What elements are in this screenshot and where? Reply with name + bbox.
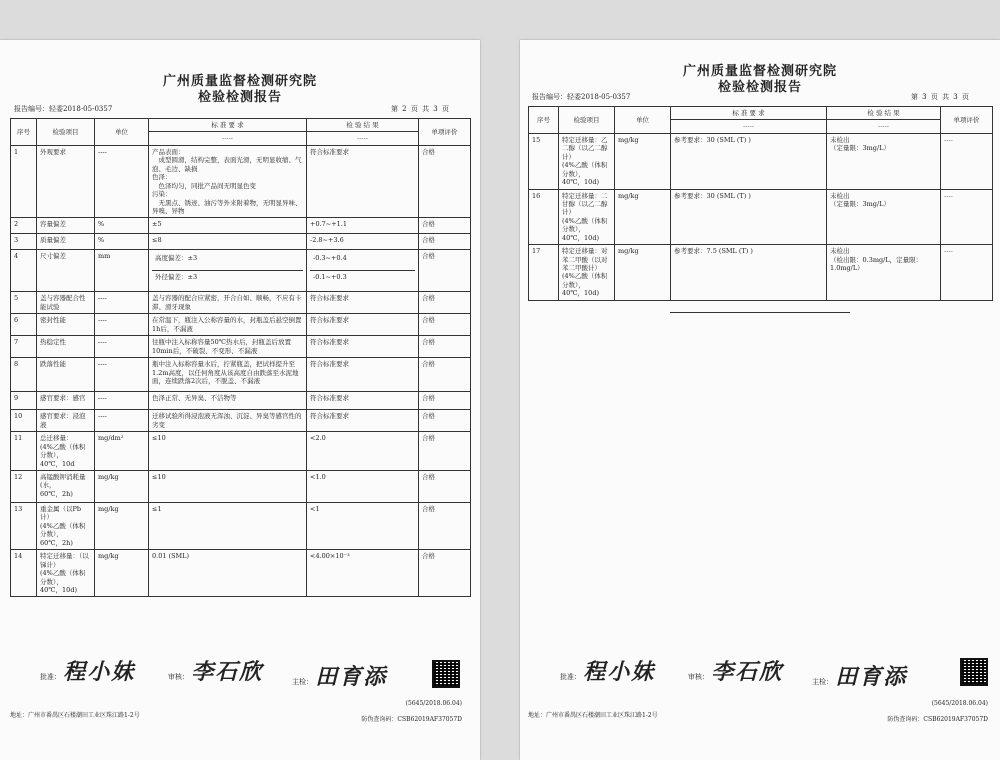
row-eval: ----: [941, 133, 993, 189]
row-unit: mg/kg: [95, 550, 149, 597]
col-header-unit: 单位: [615, 107, 671, 134]
row-no: 10: [11, 410, 37, 432]
row-item: 质量偏差: [37, 234, 95, 250]
row-eval: 合格: [419, 145, 471, 218]
report-number: 报告编号：轻委2018-05-0357: [532, 93, 631, 101]
row-result: 符合标准要求: [307, 292, 419, 314]
col-header-no: 序号: [11, 119, 37, 146]
reviewer-label: 审核：: [688, 673, 709, 681]
row-result: <4.00×10⁻³: [307, 550, 419, 597]
row-item: 外观要求: [37, 145, 95, 218]
inspector-signature: [292, 660, 387, 691]
row-eval: 合格: [419, 292, 471, 314]
row-result: <2.0: [307, 432, 419, 471]
row-result: <1: [307, 503, 419, 550]
result-sub-dash: -----: [307, 132, 419, 145]
row-item: 重金属（以Pb计） (4%乙酸（体积分数）， 60℃，2h): [37, 503, 95, 550]
reviewer-signature: [688, 655, 783, 686]
reviewer-label: 审核：: [168, 673, 189, 681]
table-row: [11, 503, 471, 550]
row-no: 9: [11, 392, 37, 410]
row-unit: %: [95, 218, 149, 234]
table-row: [11, 314, 471, 336]
row-standard: ±5: [149, 218, 307, 234]
row-standard: 迁移试验所得浸泡液无浑浊、沉淀、异臭等感官性的劣变: [149, 410, 307, 432]
height-deviation-result: -0.3~+0.4: [310, 252, 415, 271]
institute-title: 广州质量监督检测研究院: [162, 74, 317, 89]
row-item: 特定迁移量：对苯二甲酸（以对苯二甲酸计） (4%乙酸（体积分数）， 40℃，10d): [559, 245, 615, 301]
row-no: 14: [11, 550, 37, 597]
row-item: 特定迁移量：乙二醇（以乙二醇计） (4%乙酸（体积分数）， 40℃，10d): [559, 133, 615, 189]
row-standard: 在常温下，瓶注入公称容量的水，封瓶盖后悬空倒置1h后，不漏液: [149, 314, 307, 336]
row-result: <1.0: [307, 471, 419, 503]
table-row: [529, 245, 993, 301]
page-number: 第 3 页 共 3 页: [910, 93, 970, 101]
row-eval: ----: [941, 245, 993, 301]
form-code: (5645/2018.06.04): [405, 700, 462, 707]
reviewer-name: 李石欣: [191, 659, 264, 685]
row-no: 7: [11, 336, 37, 358]
row-result: 符合标准要求: [307, 336, 419, 358]
row-standard: [149, 250, 307, 292]
row-eval: 合格: [419, 410, 471, 432]
approver-name: 程小妹: [583, 659, 656, 685]
row-item: 特定迁移量：（以锑计） (4%乙酸（体积分数）， 40℃，10d): [37, 550, 95, 597]
col-header-no: 序号: [529, 107, 559, 134]
row-item: 盖与容器配合性能试验: [37, 292, 95, 314]
row-no: 6: [11, 314, 37, 336]
row-unit: mg/kg: [615, 189, 671, 245]
row-item: 跌落性能: [37, 358, 95, 392]
row-item: 感官要求：感官: [37, 392, 95, 410]
table-row: [11, 410, 471, 432]
row-no: 16: [529, 189, 559, 245]
report-title: 检验检测报告: [197, 90, 282, 105]
row-no: 3: [11, 234, 37, 250]
col-header-item: 检验项目: [37, 119, 95, 146]
row-unit: mg/dm²: [95, 432, 149, 471]
row-no: 8: [11, 358, 37, 392]
anti-fake-code: 防伪查询码：CSB62019AF37057D: [361, 716, 462, 723]
result-sub-dash: -----: [827, 120, 941, 133]
col-header-eval: 单项评价: [941, 107, 993, 134]
row-item: 容量偏差: [37, 218, 95, 234]
row-item: 高锰酸钾消耗量 (水， 60℃，2h): [37, 471, 95, 503]
table-row: [529, 133, 993, 189]
row-standard: 产品表面： 成型圆滑，结构完整，表面光滑，无明显收缩、气泡、毛边、缺损 色泽： 色泽均匀，同批产品间无明显色变 污染： 无黑点、锈迹、油污等外来附着物，无明显异味、异嗅、异物: [149, 145, 307, 218]
qr-code-icon: [432, 660, 460, 688]
col-header-eval: 单项评价: [419, 119, 471, 146]
end-of-table-rule: [670, 312, 850, 313]
row-item: 总迁移量： (4%乙酸（体积分数）， 40℃，10d: [37, 432, 95, 471]
inspector-label: 主检：: [292, 678, 313, 686]
row-result: +0.7~+1.1: [307, 218, 419, 234]
table-row: [11, 392, 471, 410]
row-eval: 合格: [419, 503, 471, 550]
row-eval: 合格: [419, 392, 471, 410]
row-result: 符合标准要求: [307, 358, 419, 392]
row-eval: 合格: [419, 336, 471, 358]
row-no: 15: [529, 133, 559, 189]
row-eval: 合格: [419, 314, 471, 336]
row-eval: 合格: [419, 250, 471, 292]
inspector-name: 田育添: [315, 664, 388, 690]
row-unit: ----: [95, 410, 149, 432]
form-code: (5645/2018.06.04): [931, 700, 988, 707]
row-eval: 合格: [419, 432, 471, 471]
row-item: 特定迁移量：二甘醇（以乙二醇计） (4%乙酸（体积分数）， 40℃，10d): [559, 189, 615, 245]
approver-label: 批准：: [560, 673, 581, 681]
diameter-deviation-result: -0.1~+0.3: [313, 273, 347, 282]
page-number: 第 2 页 共 3 页: [390, 105, 450, 113]
table-row: [11, 358, 471, 392]
row-unit: ----: [95, 392, 149, 410]
row-no: 11: [11, 432, 37, 471]
col-header-result: 检 验 结 果: [827, 107, 941, 120]
row-result: [307, 250, 419, 292]
row-standard: 盖与容器的配合应紧密，开合自如、顺畅，不应有卡滞、滑牙现象: [149, 292, 307, 314]
row-no: 5: [11, 292, 37, 314]
row-eval: 合格: [419, 234, 471, 250]
standard-sub-dash: -----: [149, 132, 307, 145]
table-row: [11, 145, 471, 218]
row-standard: ≤10: [149, 432, 307, 471]
row-no: 1: [11, 145, 37, 218]
row-result: 符合标准要求: [307, 410, 419, 432]
row-unit: mg/kg: [615, 133, 671, 189]
row-unit: ----: [95, 314, 149, 336]
inspection-table: [10, 118, 471, 597]
approver-label: 批准：: [40, 673, 61, 681]
row-unit: ----: [95, 358, 149, 392]
approver-name: 程小妹: [63, 659, 136, 685]
row-no: 13: [11, 503, 37, 550]
qr-code-icon: [960, 658, 988, 686]
table-row: [11, 234, 471, 250]
height-deviation-standard: 高度偏差：±3: [152, 252, 303, 271]
row-item: 尺寸偏差: [37, 250, 95, 292]
institute-title: 广州质量监督检测研究院: [682, 64, 837, 79]
approver-signature: [40, 655, 135, 686]
row-standard: ≤10: [149, 471, 307, 503]
row-unit: mm: [95, 250, 149, 292]
col-header-item: 检验项目: [559, 107, 615, 134]
row-standard: 色泽正常、无异臭、不洁物等: [149, 392, 307, 410]
table-row: [11, 432, 471, 471]
row-unit: ----: [95, 336, 149, 358]
row-item: 热稳定性: [37, 336, 95, 358]
row-unit: ----: [95, 145, 149, 218]
report-page-2: [0, 40, 480, 760]
report-page-3: [520, 40, 1000, 760]
table-row: [529, 189, 993, 245]
row-standard: 往瓶中注入标称容量50℃热水后，封瓶盖后放置10min后，不破裂、不变形、不漏液: [149, 336, 307, 358]
table-row: [11, 218, 471, 234]
table-row: [11, 550, 471, 597]
approver-signature: [560, 655, 655, 686]
reviewer-name: 李石欣: [711, 659, 784, 685]
address: 地址：广州市番禺区石楼潮田工业区珠江路1-2号: [528, 712, 658, 719]
col-header-result: 检 验 结 果: [307, 119, 419, 132]
col-header-standard: 标 准 要 求: [149, 119, 307, 132]
reviewer-signature: [168, 655, 263, 686]
inspection-table: [528, 106, 993, 301]
standard-sub-dash: -----: [671, 120, 827, 133]
row-no: 4: [11, 250, 37, 292]
row-standard: 0.01 (SML): [149, 550, 307, 597]
report-number: 报告编号：轻委2018-05-0357: [14, 105, 113, 113]
row-standard: 参考要求：30 (SML (T) ): [671, 133, 827, 189]
diameter-deviation-standard: 外径偏差：±3: [155, 273, 198, 282]
row-standard: 参考要求：30 (SML (T) ): [671, 189, 827, 245]
row-eval: 合格: [419, 550, 471, 597]
col-header-unit: 单位: [95, 119, 149, 146]
report-title: 检验检测报告: [717, 80, 802, 95]
row-result: 未检出 （检出限：0.3mg/L，定量限：1.0mg/L）: [827, 245, 941, 301]
row-eval: ----: [941, 189, 993, 245]
row-unit: mg/kg: [95, 471, 149, 503]
row-eval: 合格: [419, 358, 471, 392]
table-row: [11, 250, 471, 292]
row-eval: 合格: [419, 218, 471, 234]
row-standard: ≤1: [149, 503, 307, 550]
table-header-row: [529, 107, 993, 120]
row-unit: mg/kg: [615, 245, 671, 301]
row-standard: 参考要求：7.5 (SML (T) ): [671, 245, 827, 301]
row-result: 符合标准要求: [307, 392, 419, 410]
row-unit: mg/kg: [95, 503, 149, 550]
row-no: 12: [11, 471, 37, 503]
row-result: 未检出 （定量限：3mg/L）: [827, 189, 941, 245]
row-item: 感官要求：浸泡液: [37, 410, 95, 432]
row-result: -2.8~+3.6: [307, 234, 419, 250]
col-header-standard: 标 准 要 求: [671, 107, 827, 120]
inspector-signature: [812, 660, 907, 691]
table-row: [11, 292, 471, 314]
row-result: 未检出 （定量限：3mg/L）: [827, 133, 941, 189]
row-unit: %: [95, 234, 149, 250]
row-item: 密封性能: [37, 314, 95, 336]
row-standard: ≤8: [149, 234, 307, 250]
table-row: [11, 471, 471, 503]
row-standard: 瓶中注入标称容量水后，拧紧瓶盖，把试样提升至1.2m高度，以任何角度从该高度自由跌落至水泥地面，连续跌落2次后，不脱盖、不漏液: [149, 358, 307, 392]
row-eval: 合格: [419, 471, 471, 503]
row-unit: ----: [95, 292, 149, 314]
row-no: 17: [529, 245, 559, 301]
row-no: 2: [11, 218, 37, 234]
address: 地址：广州市番禺区石楼潮田工业区珠江路1-2号: [10, 712, 140, 719]
inspector-label: 主检：: [812, 678, 833, 686]
table-row: [11, 336, 471, 358]
anti-fake-code: 防伪查询码：CSB62019AF37057D: [887, 716, 988, 723]
row-result: 符合标准要求: [307, 314, 419, 336]
row-result: 符合标准要求: [307, 145, 419, 218]
table-header-row: [11, 119, 471, 132]
inspector-name: 田育添: [835, 664, 908, 690]
